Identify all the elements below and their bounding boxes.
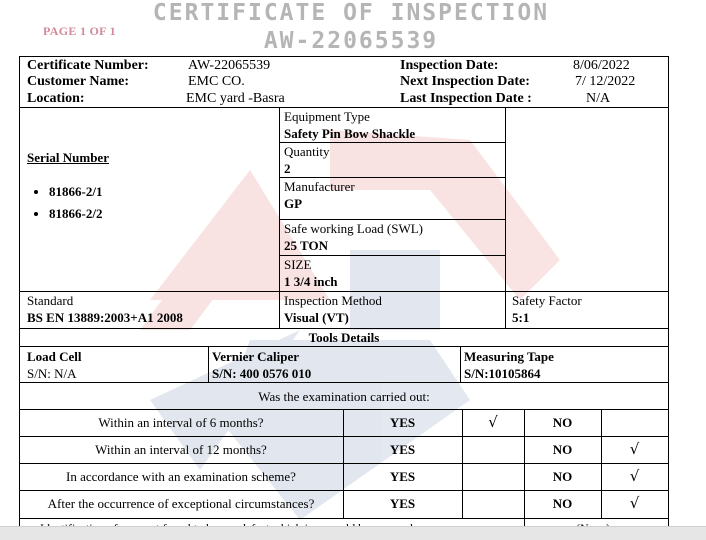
standard-label: Standard: [27, 293, 74, 308]
yes-checkmark: √: [488, 413, 498, 431]
manufacturer-value: GP: [284, 196, 303, 211]
size-label: SIZE: [284, 257, 312, 272]
serial-number-item: • 81866-2/2: [49, 206, 102, 222]
yes-label: YES: [389, 415, 416, 430]
safety-factor-value: 5:1: [512, 310, 530, 325]
yes-label: YES: [389, 442, 416, 457]
measuring-tape-label: Measuring Tape: [464, 349, 554, 364]
certificate-title: CERTIFICATE OF INSPECTION: [152, 0, 550, 26]
page-number-badge: PAGE 1 OF 1: [43, 24, 116, 38]
tools-heading: Tools Details: [308, 330, 380, 345]
last-inspection-date-value: N/A: [586, 91, 611, 106]
no-checkmark: √: [629, 440, 640, 458]
no-label: NO: [552, 496, 573, 511]
inspection-method-label: Inspection Method: [284, 293, 382, 308]
no-label: NO: [552, 415, 573, 430]
yes-label: YES: [389, 496, 416, 511]
no-label: NO: [552, 469, 573, 484]
serial-number-label: Serial Number: [27, 150, 109, 165]
quantity-label: Quantity: [284, 144, 330, 159]
next-inspection-date-label: Next Inspection Date:: [400, 74, 530, 89]
customer-name-label: Customer Name:: [27, 74, 129, 89]
vernier-caliper-value: S/N: 400 0576 010: [212, 366, 312, 381]
inspection-method-value: Visual (VT): [284, 310, 349, 325]
last-inspection-date-label: Last Inspection Date :: [400, 91, 532, 106]
serial-number-item: • 81866-2/1: [49, 184, 102, 200]
inspection-date-value: 8/06/2022: [573, 58, 630, 73]
size-value: 1 3/4 inch: [284, 274, 338, 289]
load-cell-value: S/N: N/A: [27, 366, 77, 381]
certificate-number-label: Certificate Number:: [27, 58, 149, 73]
inspection-date-label: Inspection Date:: [400, 58, 499, 73]
examination-question: In accordance with an examination scheme?: [66, 469, 296, 484]
quantity-value: 2: [284, 161, 291, 176]
swl-label: Safe working Load (SWL): [284, 221, 423, 236]
serial-number-list: [35, 184, 102, 228]
certificate-number-value: AW-22065539: [188, 58, 271, 73]
no-label: NO: [552, 442, 573, 457]
load-cell-label: Load Cell: [27, 349, 82, 364]
no-checkmark: √: [629, 467, 640, 485]
examination-heading: Was the examination carried out:: [258, 389, 430, 404]
examination-question: After the occurrence of exceptional circumstances?: [47, 496, 315, 511]
measuring-tape-value: S/N:10105864: [464, 366, 541, 381]
examination-question: Within an interval of 6 months?: [98, 415, 264, 430]
manufacturer-label: Manufacturer: [284, 179, 355, 194]
standard-value: BS EN 13889:2003+A1 2008: [27, 310, 183, 325]
vernier-caliper-label: Vernier Caliper: [212, 349, 300, 364]
location-label: Location:: [27, 91, 85, 106]
customer-name-value: EMC CO.: [188, 74, 245, 89]
no-checkmark: √: [629, 494, 640, 512]
location-value: EMC yard -Basra: [186, 91, 285, 106]
swl-value: 25 TON: [284, 238, 328, 253]
equipment-type-label: Equipment Type: [284, 109, 370, 124]
next-inspection-date-value: 7/ 12/2022: [575, 74, 636, 89]
yes-label: YES: [389, 469, 416, 484]
equipment-type-value: Safety Pin Bow Shackle: [284, 126, 416, 141]
examination-question: Within an interval of 12 months?: [95, 442, 267, 457]
certificate-number-title: AW-22065539: [263, 28, 439, 54]
viewer-bottom-bar: [0, 526, 706, 540]
safety-factor-label: Safety Factor: [512, 293, 582, 308]
